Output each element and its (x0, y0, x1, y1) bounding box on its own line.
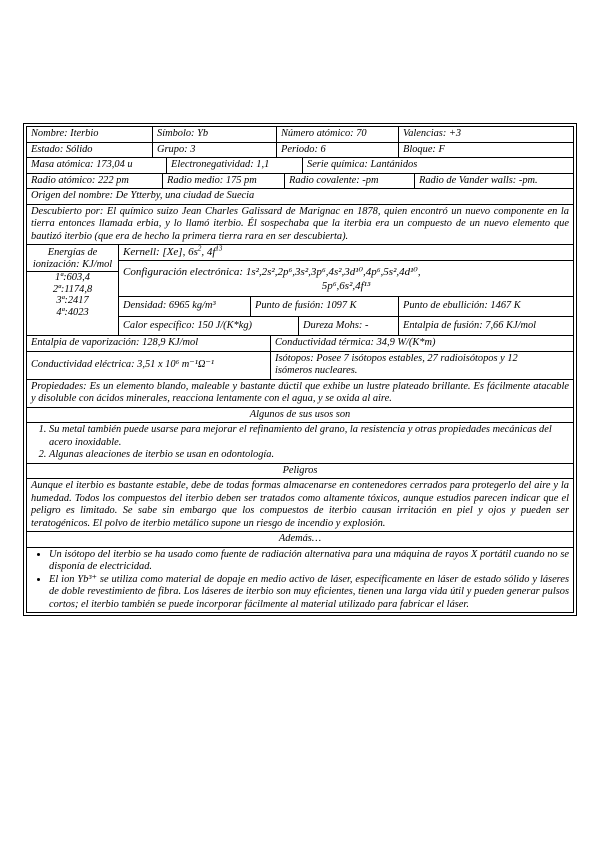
row-state (26, 143, 574, 159)
row-vaporization (26, 336, 574, 352)
ionization-energies (27, 245, 119, 335)
dangers-title-row (26, 464, 574, 480)
element-sheet (26, 126, 574, 613)
specific-heat-field: Calor específico: 150 J/(K*kg) (119, 317, 299, 336)
isotopes-field: Isótopos: Posee 7 isótopos estables, 27 radioisótopos y 12 isómeros nucleares. (275, 352, 518, 376)
period-field: Periodo: 6 (277, 143, 399, 158)
name-field: Nombre: Iterbio (27, 127, 153, 142)
uses-list-cell (27, 423, 573, 463)
symbol-field: Símbolo: Yb (153, 127, 277, 142)
ionization-energies-title: Energías de ionización: KJ/mol (27, 245, 118, 272)
vaporization-enthalpy-field: Entalpia de vaporización: 128,9 KJ/mol (27, 336, 271, 351)
kernell-config: Kernell: [Xe], $6s^2$, $4f^{13}$ (123, 245, 223, 258)
block-field: Bloque: F (403, 143, 445, 155)
ionization-4: 4ª:4023 (56, 306, 89, 318)
heat-row (119, 317, 573, 336)
uses-list (31, 424, 569, 462)
discovered-by: Descubierto por: El químico suizo Jean Charles Galissard de Marignac en 1878, quien encontró un nuevo componente en la tierra entonces llamada erbia, y lo llamó iterbio. Él sospechaba que la iterbia era un compuesto de un nuevo elemento que bautizó iterbio (que era de hecho la primera tierra rara en ser descubierta). (31, 205, 569, 242)
thermal-conductivity-field: Conductividad térmica: 34,9 W/(K*m) (275, 337, 436, 348)
row-electrical (26, 352, 574, 380)
row-properties (26, 380, 574, 408)
atomic-mass-field: Masa atómica: 173,04 u (27, 158, 167, 173)
config-label: Configuración electrónica: (123, 266, 244, 278)
fusion-enthalpy-field: Entalpia de fusión: 7,66 KJ/mol (403, 319, 537, 331)
covalent-radius-field: Radio covalente: -pm (285, 174, 415, 189)
extra-list (31, 549, 569, 612)
ionization-values (27, 272, 118, 318)
valences-field: Valencias: +3 (403, 128, 462, 139)
kernell-row (119, 245, 573, 261)
extra-title: Además… (278, 533, 322, 544)
row-origin (26, 189, 574, 205)
density-row (119, 297, 573, 317)
dangers-text: Aunque el iterbio es bastante estable, debe de todas formas almacenarse en contenedores cerrados para protegerlo del aire y la humedad. Todos los compuestos del iterbio deben ser tratados como altamente tóxicos, aunque estudios parecen indicar que el peligro es limitado. Se sabe sin embargo que los compuestos de iterbio causan irritación en piel y ojos y pueden ser teratogénicos. El polvo de iterbio metálico supone un riesgo de incendio y explosión. (31, 480, 569, 529)
electronegativity-field: Electronegatividad: 1,1 (167, 158, 303, 173)
electrical-conductivity-field: Conductividad eléctrica: 3,51 x 10⁶ m⁻¹Ω⁻¹ (27, 352, 271, 379)
use-item: 1. Su metal también puede usarse para mejorar el refinamiento del grano, la resistencia y otras propiedades mecánicas del acero inoxidable. (49, 424, 569, 449)
row-discovery (26, 205, 574, 246)
ionization-2: 2ª:1174,8 (52, 283, 93, 295)
group-field: Grupo: 3 (153, 143, 277, 158)
dangers-row (26, 479, 574, 532)
vdw-radius-field: Radio de Vander walls: -pm. (419, 174, 538, 186)
extra-item: • El ion Yb³⁺ se utiliza como material de dopaje en medio activo de láser, específicamente en láser de estado sólido y láseres de doble revestimiento de fibra. Los láseres de iterbio son muy eficientes, tienen una larga vida útil y pueden generar pulsos cortos; el iterbio también se puede incorporar fácilmente al material utilizado para fabricar el láser. (49, 574, 569, 612)
row-mass (26, 158, 574, 174)
extra-title-row (26, 532, 574, 548)
uses-row (26, 423, 574, 464)
use-item: 2. Algunas aleaciones de iterbio se usan en odontología. (49, 449, 569, 462)
extra-item: • Un isótopo del iterbio se ha usado como fuente de radiación alternativa para una máquina de rayos X portátil cuando no se disponía de electricidad. (49, 549, 569, 574)
name-origin: Origen del nombre: De Ytterby, una ciudad de Suecia (31, 190, 255, 201)
mean-radius-field: Radio medio: 175 pm (163, 174, 285, 189)
extra-row (26, 548, 574, 614)
extra-list-cell (27, 548, 573, 613)
config-line2: 5p⁶,6s²,4f¹³ (321, 280, 371, 292)
properties-text: Propiedades: Es un elemento blando, maleable y bastante dúctil que exhibe un lustre plateado brillante. Es fácilmente atacable y disoluble con ácidos minerales, reacciona lentamente con el agua, y se oxida al aire. (31, 380, 569, 404)
row-radii (26, 174, 574, 190)
electronic-right-column (119, 245, 573, 335)
ionization-1: 1ª:603,4 (55, 272, 90, 283)
uses-title: Algunos de sus usos son (249, 408, 351, 420)
dangers-title: Peligros (282, 464, 318, 476)
row-identity (26, 126, 574, 143)
config-row (119, 261, 573, 297)
config-line1: 1s²,2s²,2p⁶,3s²,3p⁶,4s²,3d¹⁰,4p⁶,5s²,4d¹⁰, (245, 266, 421, 278)
melting-point-field: Punto de fusión: 1097 K (251, 297, 399, 316)
electron-configuration (119, 261, 573, 296)
uses-title-row (26, 408, 574, 424)
hardness-field: Dureza Mohs: - (299, 317, 399, 336)
state-field: Estado: Sólido (27, 143, 153, 158)
atomic-number-field: Número atómico: 70 (277, 127, 399, 142)
ionization-3: 3ª:2417 (56, 295, 89, 306)
boiling-point-field: Punto de ebullición: 1467 K (403, 300, 521, 311)
atomic-radius-field: Radio atómico: 222 pm (27, 174, 163, 189)
density-field: Densidad: 6965 kg/m³ (119, 297, 251, 316)
series-field: Serie química: Lantánidos (307, 159, 418, 170)
electronic-properties-block (26, 245, 574, 336)
